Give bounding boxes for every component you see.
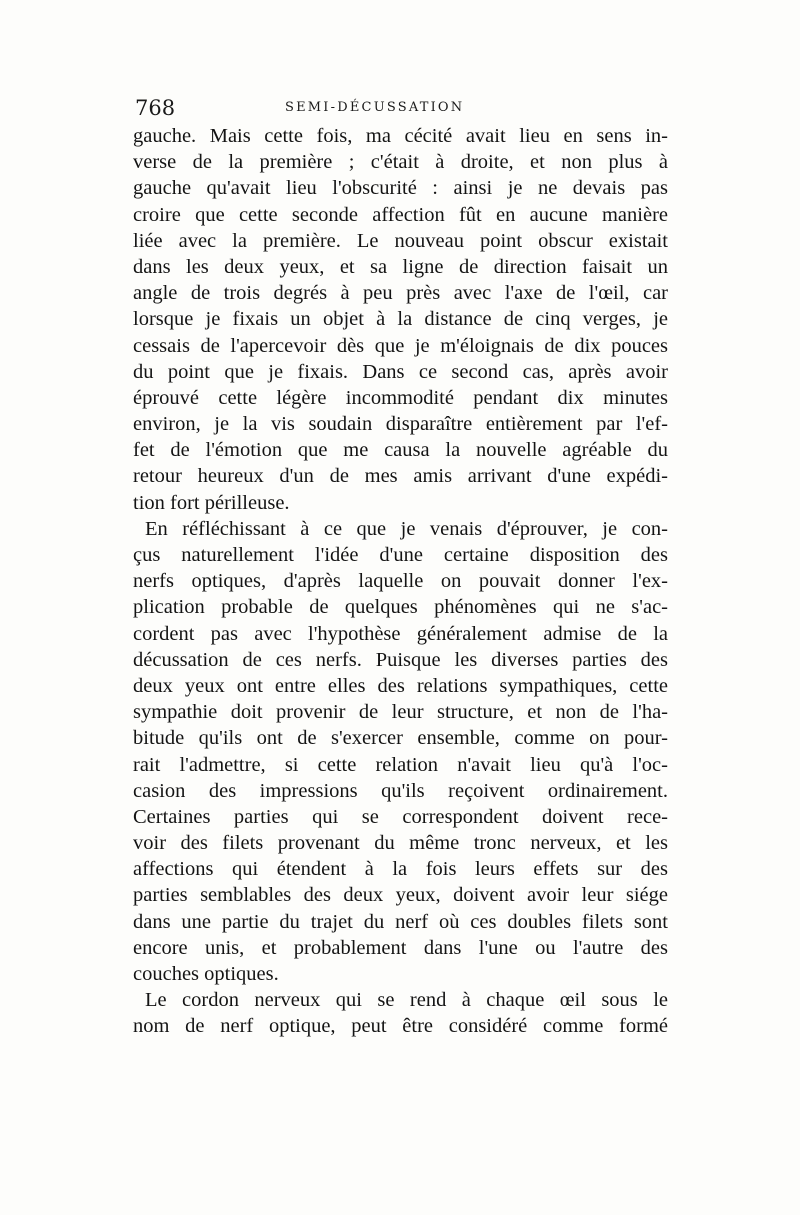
text-line: fet de l'émotion que me causa la nouvelle agréable du (133, 439, 668, 462)
text-line: casion des impressions qu'ils reçoivent ordinairement. (133, 779, 668, 802)
text-line: gauche. Mais cette fois, ma cécité avait lieu en sens in- (133, 125, 668, 147)
text-line: bitude qu'ils ont de s'exercer ensemble, comme on pour- (133, 727, 668, 750)
text-line: encore unis, et probablement dans l'une ou l'autre des (133, 936, 668, 959)
text-line: éprouvé cette légère incommodité pendant dix minutes (133, 386, 668, 409)
text-line: dans les deux yeux, et sa ligne de direction faisait un (133, 255, 668, 278)
text-line: cordent pas avec l'hypothèse généralement admise de la (133, 622, 668, 645)
text-line: çus naturellement l'idée d'une certaine disposition des (133, 544, 668, 566)
text-line: voir des filets provenant du même tronc nerveux, et les (133, 832, 668, 855)
text-line: affections qui étendent à la fois leurs effets sur des (133, 858, 668, 881)
page-number: 768 (135, 96, 176, 120)
text-line: rait l'admettre, si cette relation n'avait lieu qu'à l'oc- (133, 753, 668, 776)
paragraph-first-line: En réfléchissant à ce que je venais d'éprouver, je con- (145, 517, 668, 540)
page-header (133, 96, 668, 120)
text-line: nerfs optiques, d'après laquelle on pouvait donner l'ex- (133, 570, 668, 593)
text-line: cessais de l'apercevoir dès que je m'éloignais de dix pouces (133, 334, 668, 357)
text-line: nom de nerf optique, peut être considéré comme formé (133, 1015, 668, 1038)
text-line: Certaines parties qui se correspondent doivent rece- (133, 805, 668, 828)
text-line: plication probable de quelques phénomènes qui ne s'ac- (133, 596, 668, 619)
text-line: croire que cette seconde affection fût en aucune manière (133, 203, 668, 226)
text-line: gauche qu'avait lieu l'obscurité : ainsi je ne devais pas (133, 177, 668, 200)
text-line: du point que je fixais. Dans ce second cas, après avoir (133, 360, 668, 383)
text-line: retour heureux d'un de mes amis arrivant d'une expédi- (133, 465, 668, 488)
text-line: sympathie doit provenir de leur structure, et non de l'ha- (133, 701, 668, 724)
body-text (133, 123, 668, 1040)
text-line: dans une partie du trajet du nerf où ces doubles filets sont (133, 910, 668, 933)
text-line: angle de trois degrés à peu près avec l'axe de l'œil, car (133, 282, 668, 305)
text-line: deux yeux ont entre elles des relations sympathiques, cette (133, 674, 668, 697)
running-head: SEMI-DÉCUSSATION (285, 100, 465, 115)
text-line: environ, je la vis soudain disparaître entièrement par l'ef- (133, 413, 668, 436)
text-line: décussation de ces nerfs. Puisque les diverses parties des (133, 648, 668, 671)
paragraph-last-line: tion fort périlleuse. (133, 491, 290, 514)
text-line: parties semblables des deux yeux, doivent avoir leur siége (133, 884, 668, 907)
text-line: verse de la première ; c'était à droite, et non plus à (133, 151, 668, 174)
paragraph-last-line: couches optiques. (133, 963, 279, 985)
paragraph-first-line: Le cordon nerveux qui se rend à chaque œil sous le (145, 989, 668, 1012)
text-line: liée avec la première. Le nouveau point obscur existait (133, 229, 668, 252)
text-line: lorsque je fixais un objet à la distance de cinq verges, je (133, 308, 668, 331)
